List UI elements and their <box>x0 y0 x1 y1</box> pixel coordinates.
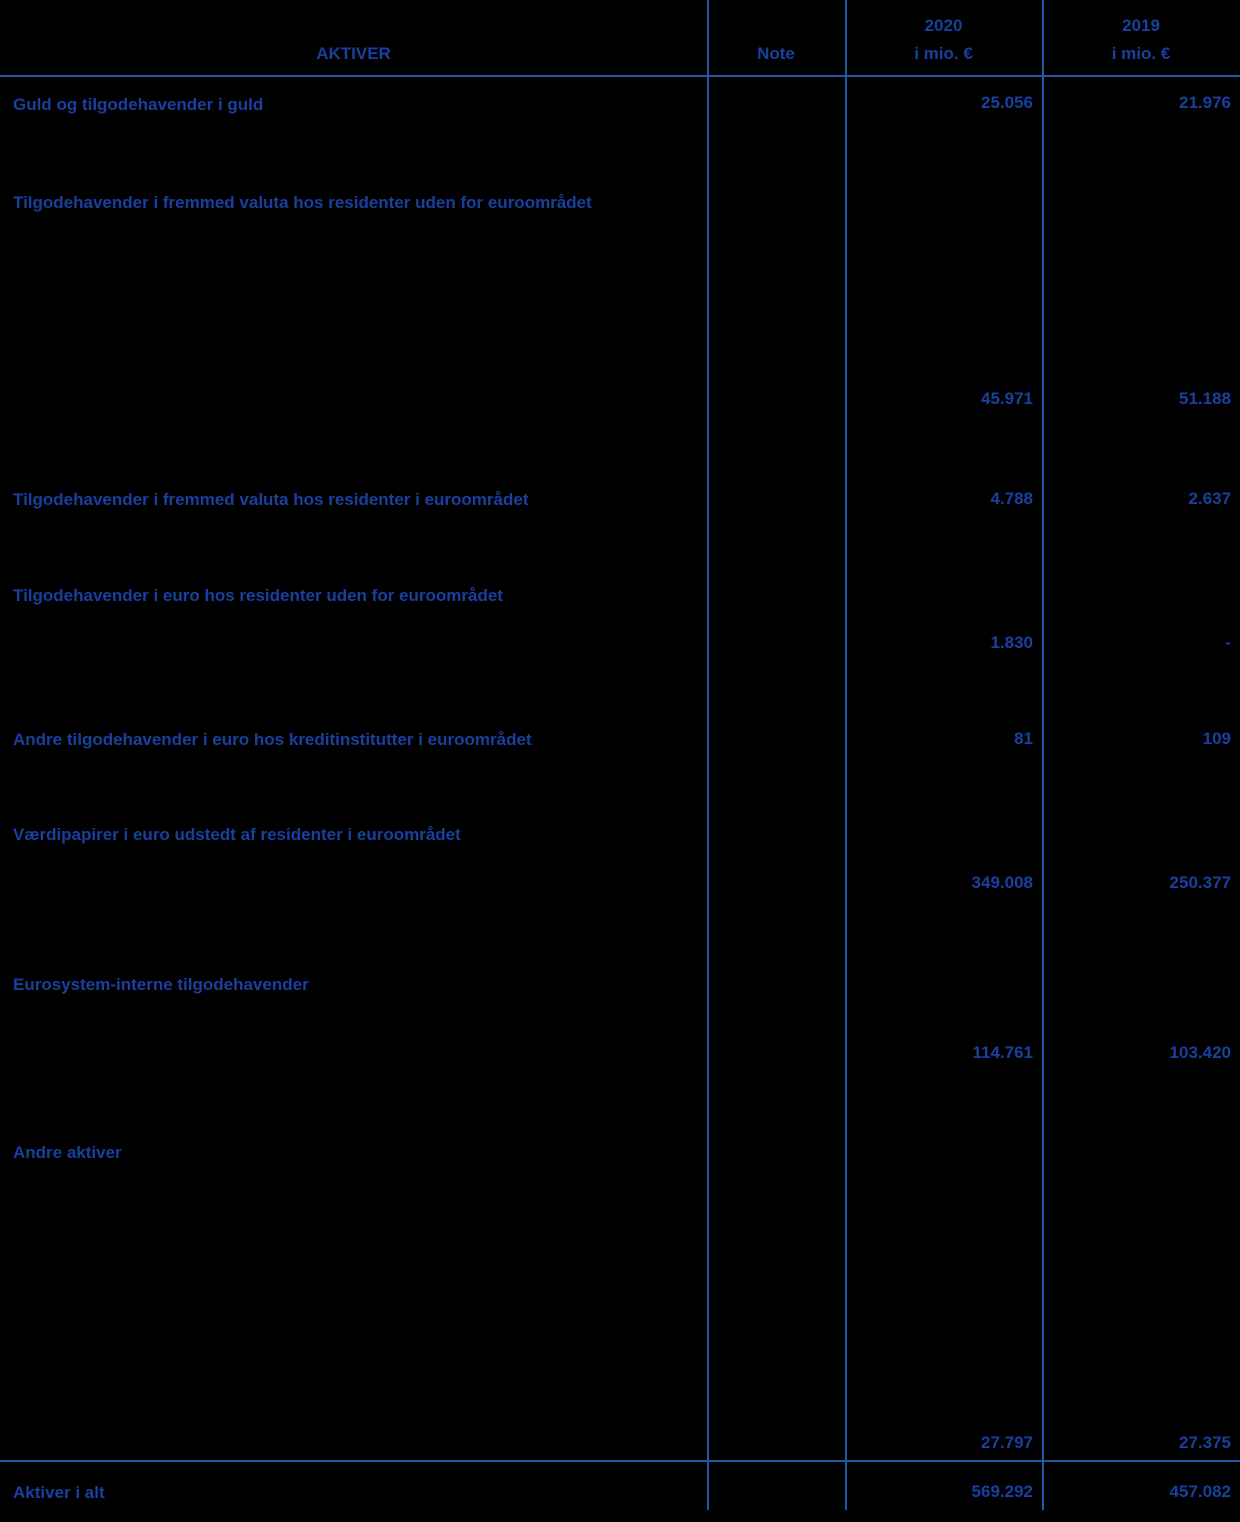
total-rule <box>0 1460 1240 1462</box>
header-rule <box>0 75 1240 77</box>
column-divider-note <box>707 0 709 1510</box>
column-header-2020-year: 2020 <box>924 16 963 35</box>
row-value-2020-fx-claims-inside: 4.788 <box>990 489 1033 508</box>
column-divider-2019 <box>1042 0 1044 1510</box>
row-value-2019-fx-claims-outside: 51.188 <box>1179 389 1231 408</box>
row-label-fx-claims-outside: Tilgodehavender i fremmed valuta hos residenter uden for euroområdet <box>13 193 592 212</box>
column-header-2020-unit: i mio. € <box>914 44 973 63</box>
row-value-2019-eurosystem-claims: 103.420 <box>1169 1043 1231 1062</box>
row-value-2020-euro-claims-outside: 1.830 <box>990 633 1033 652</box>
row-label-other-assets: Andre aktiver <box>13 1143 122 1162</box>
row-value-2020-eurosystem-claims: 114.761 <box>972 1043 1033 1062</box>
column-header-2019-unit: i mio. € <box>1111 44 1171 63</box>
column-header-aktiver: AKTIVER <box>316 44 391 63</box>
row-value-2019-other-assets: 27.375 <box>1179 1433 1231 1452</box>
row-value-2020-other-claims-credit-inst: 81 <box>1014 729 1033 748</box>
column-divider-2020 <box>845 0 847 1510</box>
row-label-euro-claims-outside: Tilgodehavender i euro hos residenter uden for euroområdet <box>13 586 503 605</box>
row-value-2019-other-claims-credit-inst: 109 <box>1202 729 1231 748</box>
row-value-2020-securities: 349.008 <box>971 873 1033 892</box>
row-value-2019-euro-claims-outside: - <box>1225 633 1231 652</box>
row-value-2019-securities: 250.377 <box>1169 873 1231 892</box>
row-label-fx-claims-inside: Tilgodehavender i fremmed valuta hos residenter i euroområdet <box>13 490 529 509</box>
row-value-2019-gold: 21.976 <box>1179 93 1231 112</box>
row-value-2020-fx-claims-outside: 45.971 <box>981 389 1033 408</box>
row-label-eurosystem-claims: Eurosystem-interne tilgodehavender <box>13 975 309 994</box>
total-row-value-2020: 569.292 <box>971 1482 1033 1501</box>
row-value-2020-other-assets: 27.797 <box>981 1433 1033 1452</box>
row-label-securities: Værdipapirer i euro udstedt af residenter i euroområdet <box>13 825 461 844</box>
row-value-2020-gold: 25.056 <box>981 93 1033 112</box>
row-label-other-claims-credit-inst: Andre tilgodehavender i euro hos kreditinstitutter i euroområdet <box>13 730 532 749</box>
row-label-gold: Guld og tilgodehavender i guld <box>13 95 264 114</box>
column-header-2019-year: 2019 <box>1122 16 1160 35</box>
column-header-note: Note <box>757 44 795 63</box>
total-row-label: Aktiver i alt <box>13 1483 105 1502</box>
row-value-2019-fx-claims-inside: 2.637 <box>1188 489 1231 508</box>
total-row-value-2019: 457.082 <box>1169 1482 1231 1501</box>
